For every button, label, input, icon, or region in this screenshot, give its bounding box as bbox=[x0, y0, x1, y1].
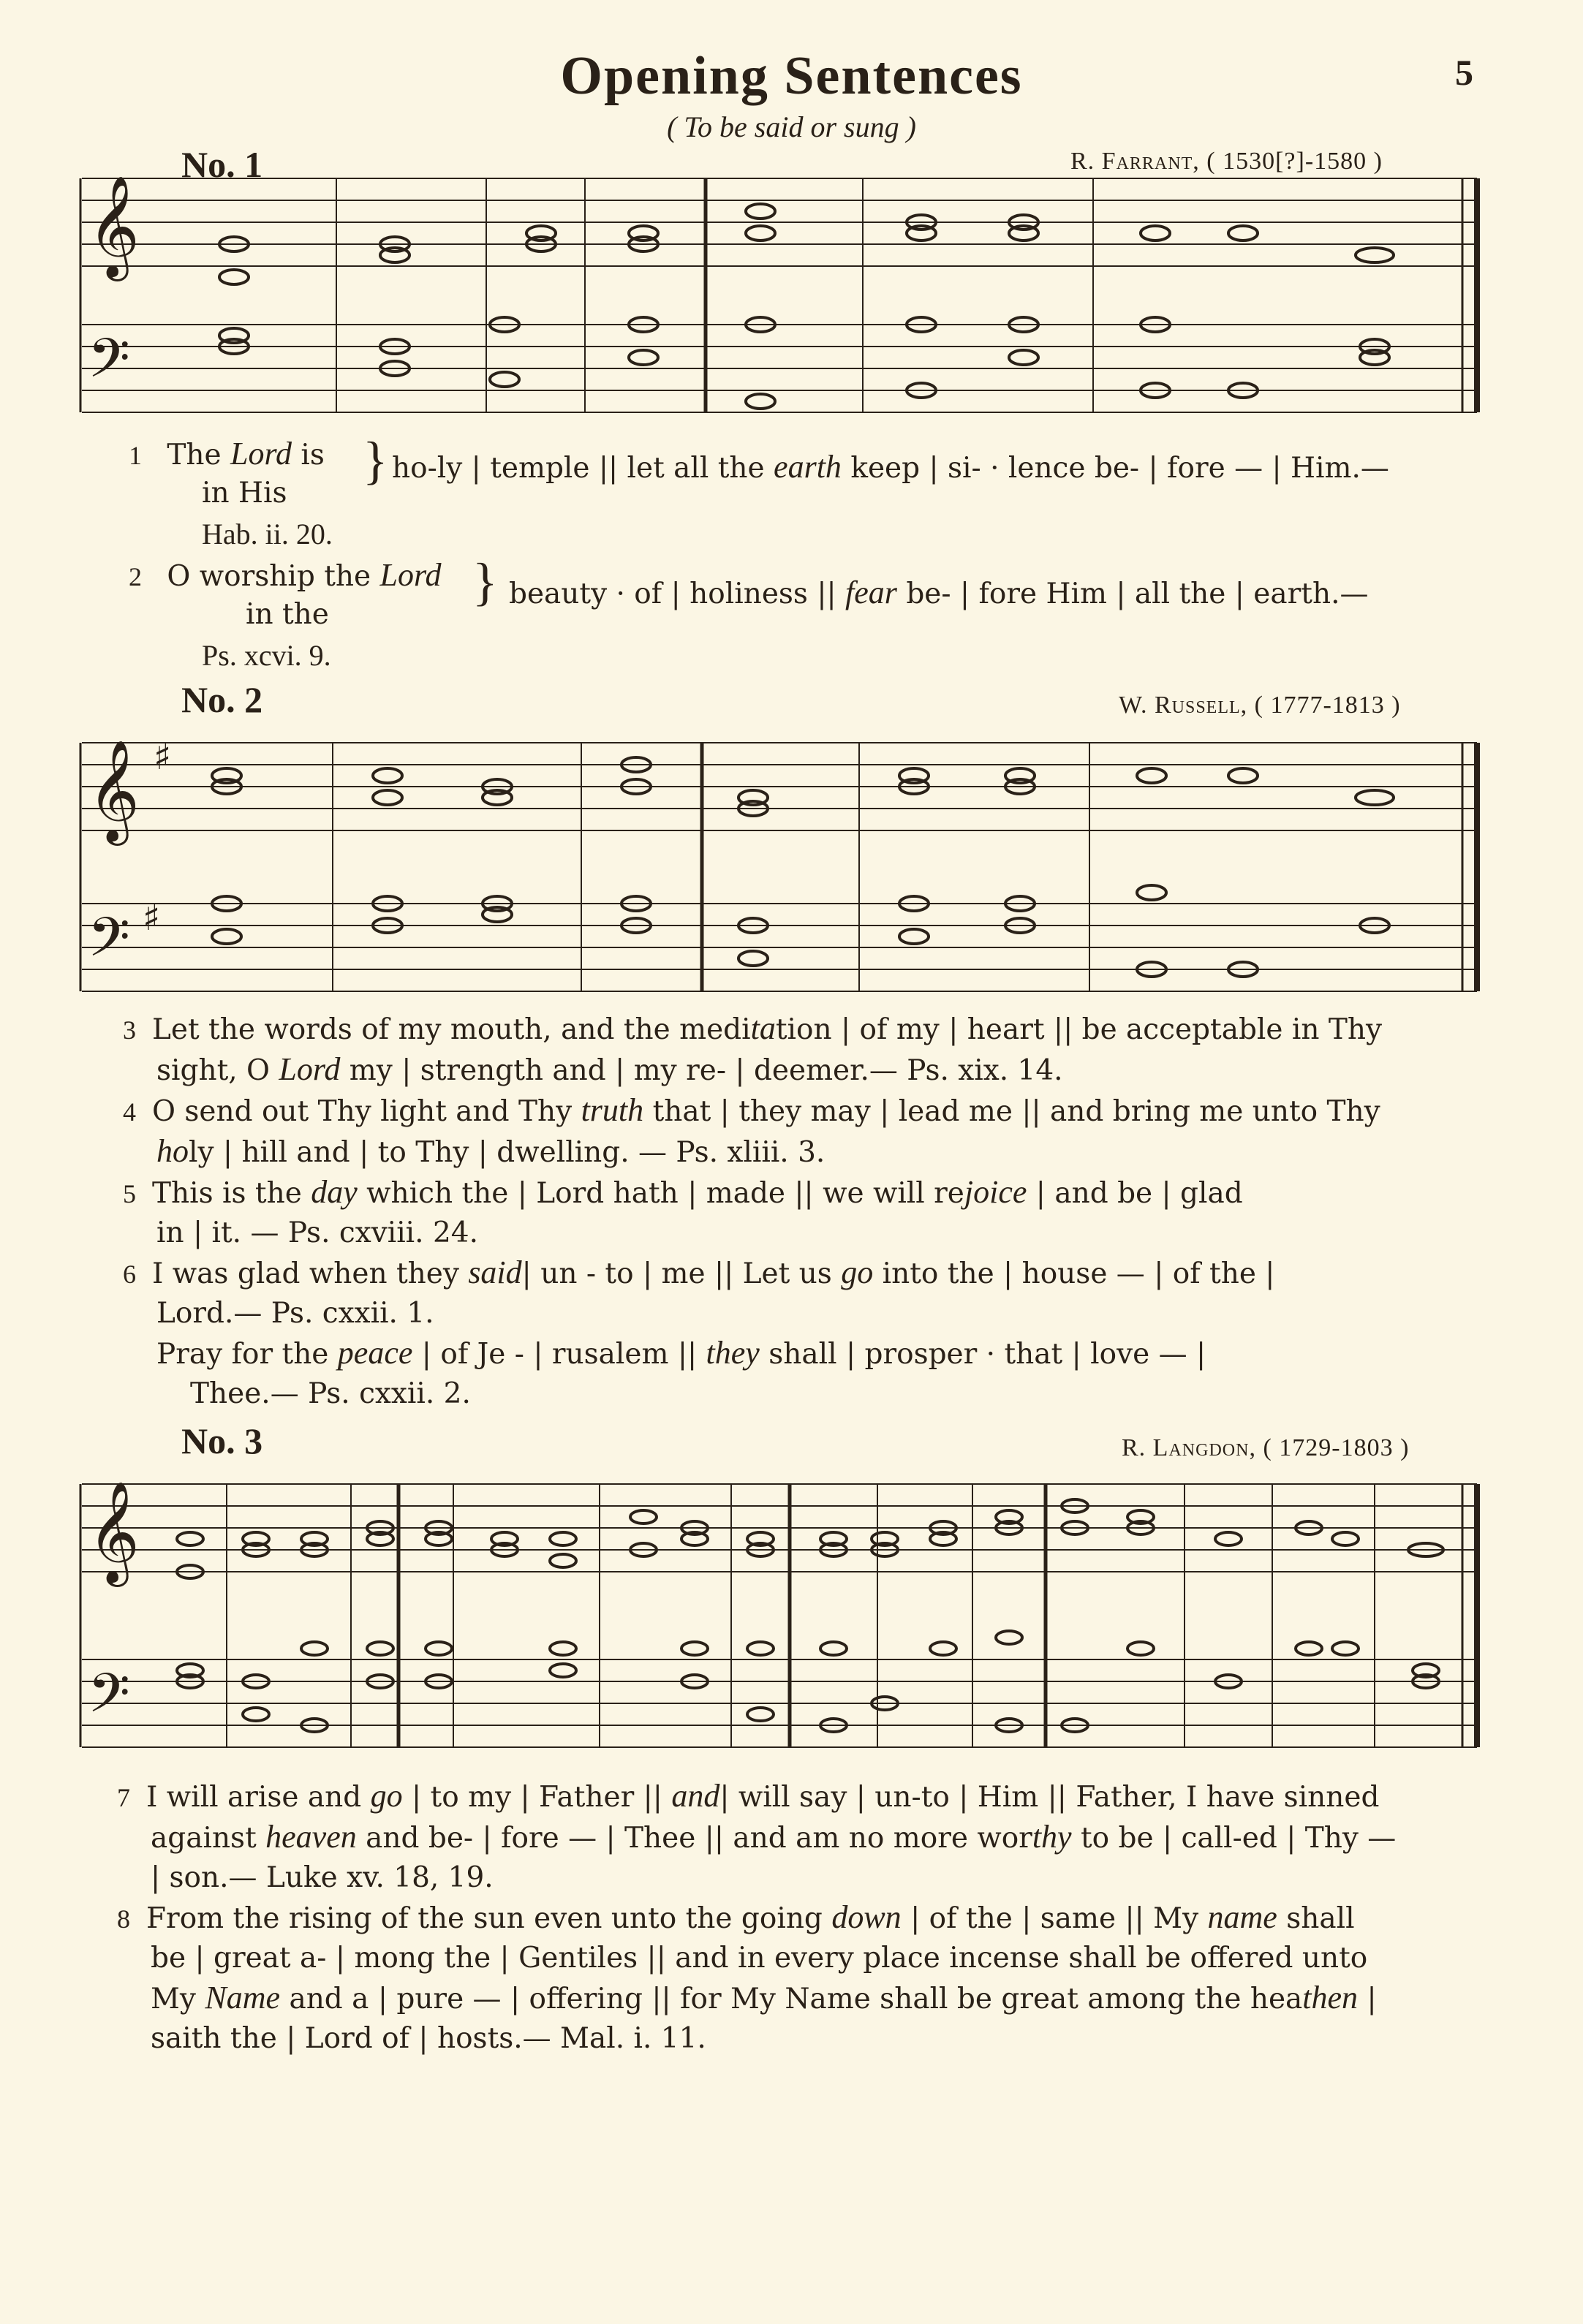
sentence-6-line-2: Lord.— Ps. cxxii. 1. bbox=[156, 1297, 434, 1330]
sentence-7-line-1: 7 I will arise and go | to my | Father || and| will say | un-to | Him || Father, I have sinned bbox=[117, 1778, 1380, 1814]
svg-text:𝄞: 𝄞 bbox=[88, 175, 140, 277]
svg-text:♯: ♯ bbox=[143, 896, 161, 939]
sentence-3-line-1: 3 Let the words of my mouth, and the meditation | of my | heart || be acceptable in Thy bbox=[123, 1010, 1383, 1046]
sentences-7-to-8 bbox=[117, 1776, 1499, 2059]
music-system-1 bbox=[0, 168, 1583, 417]
page-title: Opening Sentences bbox=[560, 46, 1023, 106]
scripture-reference: Hab. ii. 20. bbox=[202, 518, 333, 550]
sentence-8-line-3: My Name and a | pure — | offering || for My Name shall be great among the heathen | bbox=[151, 1980, 1377, 2015]
music-system-2 bbox=[0, 733, 1583, 1003]
svg-text:𝄢: 𝄢 bbox=[88, 906, 130, 983]
svg-text:♯: ♯ bbox=[154, 735, 172, 778]
svg-text:𝄢: 𝄢 bbox=[88, 327, 130, 404]
svg-text:𝄞: 𝄞 bbox=[88, 740, 140, 841]
scripture-reference: Ps. xcvi. 9. bbox=[202, 639, 331, 672]
page-subtitle: ( To be said or sung ) bbox=[667, 110, 916, 143]
sentence-6-line-3: Pray for the peace | of Je - | rusalem || they shall | prosper · that | love — | bbox=[156, 1335, 1206, 1371]
svg-text:𝄞: 𝄞 bbox=[88, 1481, 140, 1583]
tune-label-2: No. 2 bbox=[181, 679, 263, 720]
sentence-5-line-1: 5 This is the day which the | Lord hath | made || we will rejoice | and be | glad bbox=[123, 1174, 1243, 1210]
tune-label-1: No. 1 bbox=[181, 144, 263, 185]
tune-composer-3: R. Langdon, ( 1729-1803 ) bbox=[1122, 1434, 1410, 1461]
sentence-5-line-2: in | it. — Ps. cxviii. 24. bbox=[156, 1216, 478, 1249]
sentence-3-line-2: sight, O Lord my | strength and | my re- | deemer.— Ps. xix. 14. bbox=[156, 1051, 1063, 1087]
sentence-7-line-2: against heaven and be- | fore — | Thee || and am no more worthy to be | call-ed | Thy — bbox=[151, 1819, 1397, 1855]
sentence-8-line-4: saith the | Lord of | hosts.— Mal. i. 11. bbox=[151, 2022, 706, 2055]
sentence-7-line-3: | son.— Luke xv. 18, 19. bbox=[151, 1861, 494, 1894]
page-number: 5 bbox=[1455, 52, 1473, 93]
svg-text:𝄢: 𝄢 bbox=[88, 1662, 130, 1738]
sentence-6-line-4: Thee.— Ps. cxxii. 2. bbox=[190, 1377, 471, 1410]
sentences-3-to-6 bbox=[123, 1009, 1497, 1414]
sentence-6-line-1: 6 I was glad when they said| un - to | me || Let us go into the | house — | of the | bbox=[123, 1254, 1275, 1290]
music-system-3 bbox=[0, 1474, 1583, 1766]
tune-composer-2: W. Russell, ( 1777-1813 ) bbox=[1119, 692, 1401, 719]
tune-composer-1: R. Farrant, ( 1530[?]-1580 ) bbox=[1070, 148, 1383, 175]
sentence-4-line-1: 4 O send out Thy light and Thy truth that | they may | lead me || and bring me unto Thy bbox=[123, 1092, 1380, 1128]
brace: } bbox=[363, 431, 388, 490]
tune-label-3: No. 3 bbox=[181, 1420, 263, 1461]
sentence-number: 1 bbox=[129, 441, 142, 470]
sentence-4-line-2: holy | hill and | to Thy | dwelling. — Ps. xliii. 3. bbox=[156, 1133, 825, 1169]
sentence-8-line-2: be | great a- | mong the | Gentiles || and in every place incense shall be offered unto bbox=[151, 1942, 1368, 1975]
brace: } bbox=[472, 553, 498, 611]
sentence-8-line-1: 8 From the rising of the sun even unto the going down | of the | same || My name shall bbox=[117, 1899, 1355, 1935]
